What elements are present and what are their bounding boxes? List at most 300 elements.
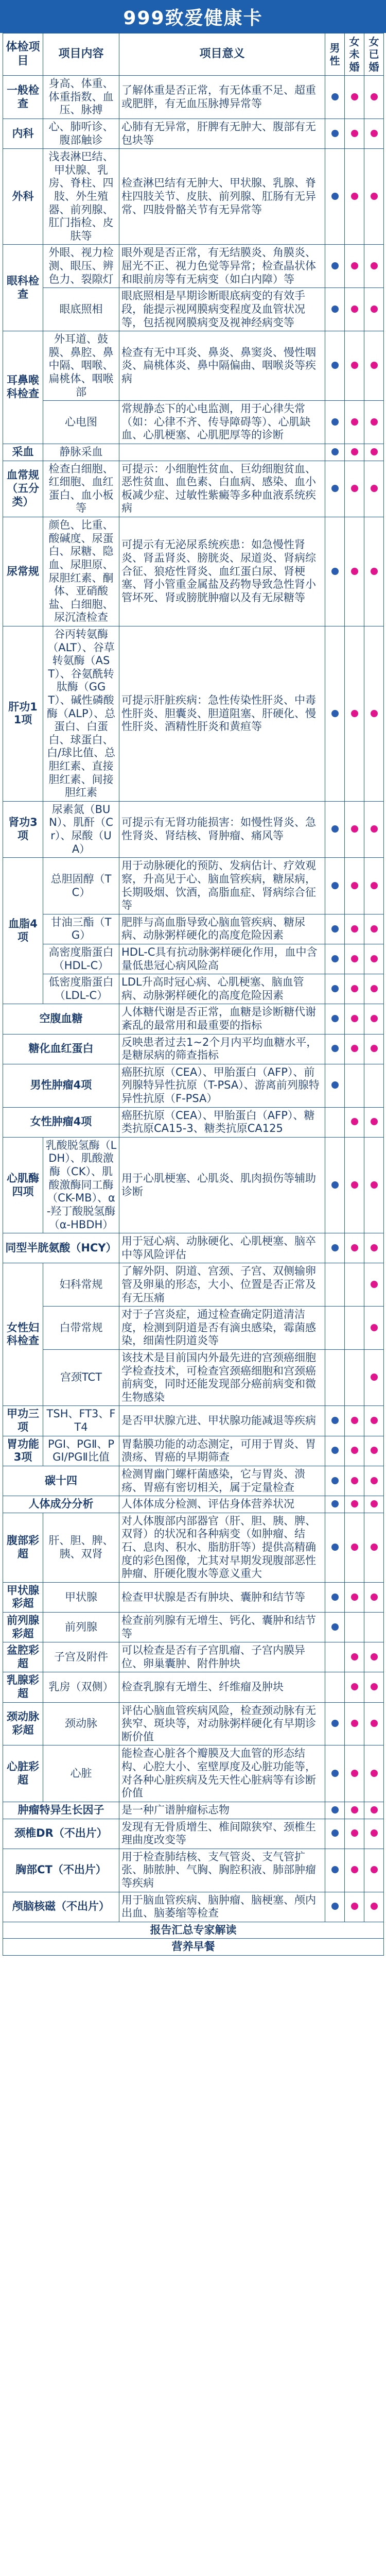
- female-married-cell: [364, 1642, 384, 1672]
- row-meaning: 眼底照相是早期诊断眼底病变的有效手段，能提示视网膜病变程度及血管状况等，包括视网膜病变及视神经病变等: [119, 288, 325, 331]
- row-meaning: 检查有无中耳炎、鼻炎、鼻窦炎、慢性咽炎、扁桃体炎、鼻中隔偏曲、咽喉炎等疾病: [119, 331, 325, 401]
- table-row: [3, 119, 384, 149]
- male-dot: [331, 1417, 339, 1424]
- female-married-dot: [371, 1281, 378, 1288]
- row-meaning: 可提示肝脏疾病：急性传染性肝炎、中毒性肝炎、胆囊炎、胆道阻塞、肝硬化、慢性肝炎、酒精性肝炎和黄疸等: [119, 626, 325, 801]
- row-meaning: 用于心肌梗塞、心肌炎、肌肉损伤等辅助诊断: [119, 1137, 325, 1233]
- female-unmarried-cell: [345, 288, 364, 331]
- female-married-cell: [364, 1466, 384, 1496]
- male-cell: [325, 1642, 345, 1672]
- male-cell: [325, 517, 345, 626]
- male-cell: [325, 1350, 345, 1406]
- female-unmarried-dot: [351, 418, 358, 426]
- header-male: 男性: [325, 33, 345, 76]
- row-category: 颈动脉彩超: [3, 1702, 43, 1745]
- male-cell: [325, 149, 345, 245]
- female-married-cell: [364, 1513, 384, 1582]
- male-cell: [325, 1034, 345, 1064]
- male-cell: [325, 444, 345, 461]
- row-meaning: 了解外阴、阴道、宫颈、子宫、双侧输卵管及卵巢的形态，大小、位置是否正常及有无压痛: [119, 1263, 325, 1307]
- row-category: 心肌酶四项: [3, 1137, 43, 1233]
- table-row: [3, 1513, 384, 1582]
- row-meaning: 可提示有无肾功能损害：如慢性肾炎、急性肾炎、肾结核、肾肿瘤、痛风等: [119, 801, 325, 857]
- female-married-cell: [364, 1849, 384, 1892]
- table-row: [3, 1892, 384, 1922]
- female-married-cell: [364, 1034, 384, 1064]
- female-married-cell: [364, 245, 384, 288]
- table-row: [3, 461, 384, 517]
- female-unmarried-cell: [345, 914, 364, 944]
- male-cell: [325, 1745, 345, 1802]
- table-row: [3, 1233, 384, 1263]
- table-row: [3, 1466, 384, 1496]
- male-dot: [331, 1015, 339, 1022]
- row-item: PGⅠ、PGⅡ、PGⅠ/PGⅡ比值: [43, 1436, 119, 1466]
- male-cell: [325, 245, 345, 288]
- female-unmarried-cell: [345, 1702, 364, 1745]
- row-meaning: 用于动脉硬化的预防、发病估计、疗效观察，升高见于心、脑血管疾病，糖尿病，长期吸烟、饮酒，高脂血症、肾病综合征等: [119, 858, 325, 914]
- row-category: 采血: [3, 444, 43, 461]
- female-unmarried-cell: [345, 1137, 364, 1233]
- row-category: 心脏彩超: [3, 1745, 43, 1802]
- table-row: [3, 1802, 384, 1819]
- female-unmarried-cell: [345, 149, 364, 245]
- female-married-dot: [371, 93, 378, 100]
- female-unmarried-cell: [345, 1513, 364, 1582]
- row-meaning: 对于子宫炎症，通过检查确定阴道清洁度，检测到阴道是否有滴虫感染，霉菌感染，细菌性阴道炎等: [119, 1307, 325, 1350]
- female-married-cell: [364, 461, 384, 517]
- female-married-dot: [371, 1683, 378, 1690]
- female-unmarried-dot: [351, 262, 358, 269]
- male-cell: [325, 1004, 345, 1034]
- female-unmarried-cell: [345, 1802, 364, 1819]
- male-dot: [331, 193, 339, 200]
- male-dot: [331, 485, 339, 492]
- female-married-dot: [371, 710, 378, 717]
- row-item: TSH、FT3、FT4: [43, 1406, 119, 1436]
- female-unmarried-cell: [345, 1263, 364, 1307]
- row-category: 尿常规: [3, 517, 43, 626]
- row-meaning: 检测胃幽门螺杆菌感染，它与胃炎、溃疡、胃癌有密切相关，属于定量检查: [119, 1466, 325, 1496]
- row-item: 前列腺: [43, 1612, 119, 1642]
- row-meaning: 心肺有无异常，肝脾有无肿大、腹部有无包块等: [119, 119, 325, 149]
- male-dot: [331, 568, 339, 575]
- row-item: 白带常规: [43, 1307, 119, 1350]
- male-dot: [331, 1623, 339, 1631]
- row-item: 高密度脂蛋白（HDL-C）: [43, 944, 119, 974]
- table-row: [3, 1406, 384, 1436]
- header-category: 体检项目: [3, 33, 43, 76]
- male-cell: [325, 119, 345, 149]
- header-meaning: 项目意义: [119, 33, 325, 76]
- row-item: 外耳道、鼓膜、鼻腔、鼻中隔、咽喉、扁桃体、咽喉部: [43, 331, 119, 401]
- female-married-dot: [371, 1770, 378, 1777]
- female-married-cell: [364, 1672, 384, 1702]
- header-female-unmarried: 女未婚: [345, 33, 364, 76]
- female-married-dot: [371, 1653, 378, 1660]
- male-cell: [325, 1107, 345, 1137]
- table-row: [3, 331, 384, 401]
- female-married-dot: [371, 193, 378, 200]
- male-dot: [331, 925, 339, 933]
- female-married-dot: [371, 1244, 378, 1251]
- female-unmarried-cell: [345, 245, 364, 288]
- male-dot: [331, 710, 339, 717]
- row-meaning: 反映患者过去1~2个月内平均血糖水平，是糖尿病的筛查指标: [119, 1034, 325, 1064]
- female-married-dot: [371, 1324, 378, 1331]
- row-meaning: 常规静态下的心电监测，用于心律失常（如：心律不齐、传导障碍等）、心肌缺血、心肌梗塞、心肌肥厚等的诊断: [119, 401, 325, 444]
- female-married-dot: [371, 825, 378, 833]
- row-category: 糖化血红蛋白: [3, 1034, 119, 1064]
- female-unmarried-cell: [345, 1034, 364, 1064]
- footer-row: [3, 1922, 384, 1939]
- breakfast-label: 营养早餐: [3, 1939, 384, 1956]
- row-category: 眼科检查: [3, 245, 43, 331]
- female-unmarried-dot: [351, 93, 358, 100]
- female-unmarried-cell: [345, 1849, 364, 1892]
- table-row: [3, 1819, 384, 1849]
- female-married-cell: [364, 944, 384, 974]
- table-row: [3, 245, 384, 288]
- male-dot: [331, 1720, 339, 1727]
- female-unmarried-cell: [345, 1307, 364, 1350]
- female-married-cell: [364, 974, 384, 1004]
- male-cell: [325, 401, 345, 444]
- male-cell: [325, 1406, 345, 1436]
- table-row: [3, 1107, 384, 1137]
- female-unmarried-dot: [351, 362, 358, 369]
- female-unmarried-dot: [351, 1829, 358, 1837]
- female-married-cell: [364, 1612, 384, 1642]
- female-unmarried-dot: [351, 1806, 358, 1814]
- female-unmarried-cell: [345, 974, 364, 1004]
- female-unmarried-cell: [345, 944, 364, 974]
- male-cell: [325, 1496, 345, 1513]
- row-meaning: 检查甲状腺是否有肿块、囊肿和结节等: [119, 1582, 325, 1612]
- row-category: 肾功3项: [3, 801, 43, 857]
- male-cell: [325, 1802, 345, 1819]
- female-married-dot: [371, 1118, 378, 1125]
- female-married-cell: [364, 1307, 384, 1350]
- table-row: [3, 1702, 384, 1745]
- male-dot: [331, 1829, 339, 1837]
- female-unmarried-dot: [351, 1244, 358, 1251]
- female-married-dot: [371, 568, 378, 575]
- table-row: [3, 944, 384, 974]
- row-category: 同型半胱氨酸（HCY）: [3, 1233, 119, 1263]
- row-meaning: 用于检查肺结核、支气管炎、支气管扩张、肺脓肿、气胸、胸腔积液、肺部肿瘤等疾病: [119, 1849, 325, 1892]
- row-meaning: 对人体腹部内部器官（肝、胆、胰、脾、双肾）的状况和各种病变（如肿瘤、结石、息肉、积水、脂肪肝等）提供高精确度的彩色图像，尤其对早期发现腹部恶性肿瘤、肝硬化腹水等意义重大: [119, 1513, 325, 1582]
- row-meaning: HDL-C具有抗动脉粥样硬化作用，血中含量低患冠心病风险高: [119, 944, 325, 974]
- row-meaning: 癌胚抗原（CEA）、甲胎蛋白（AFP）、前列腺特异性抗原（T-PSA）、游离前列腺特异性抗原（F-PSA）: [119, 1064, 325, 1107]
- male-cell: [325, 288, 345, 331]
- female-married-cell: [364, 401, 384, 444]
- female-married-dot: [371, 1866, 378, 1873]
- row-meaning: 可提示有无泌尿系统疾患：如急慢性肾炎、肾盂肾炎、膀胱炎、尿道炎、肾病综合征、狼疮性肾炎、血红蛋白尿、肾梗塞、肾小管重金属盐及药物导致急性肾小管坏死、肾或膀胱肿瘤以及有无尿糖等: [119, 517, 325, 626]
- female-married-dot: [371, 448, 378, 455]
- female-unmarried-cell: [345, 1466, 364, 1496]
- row-category: 女性妇科检查: [3, 1263, 43, 1406]
- female-married-dot: [371, 925, 378, 933]
- table-row: [3, 288, 384, 331]
- male-dot: [331, 262, 339, 269]
- row-meaning: 是否甲状腺亢进、甲状腺功能减退等疾病: [119, 1406, 325, 1436]
- male-cell: [325, 331, 345, 401]
- row-category: 甲状腺彩超: [3, 1582, 43, 1612]
- table-row: [3, 517, 384, 626]
- table-row: [3, 1582, 384, 1612]
- female-married-cell: [364, 1263, 384, 1307]
- male-cell: [325, 1612, 345, 1642]
- female-unmarried-dot: [351, 882, 358, 889]
- female-unmarried-dot: [351, 1720, 358, 1727]
- row-meaning: 是一种广谱肿瘤标志物: [119, 1802, 325, 1819]
- table-row: [3, 914, 384, 944]
- female-unmarried-dot: [351, 985, 358, 992]
- row-item: 尿素氮（BUN）、肌酐（Cr）、尿酸（UA）: [43, 801, 119, 857]
- table-row: [3, 1307, 384, 1350]
- male-cell: [325, 801, 345, 857]
- female-unmarried-dot: [351, 448, 358, 455]
- row-item: 低密度脂蛋白（LDL-C）: [43, 974, 119, 1004]
- row-category: 内科: [3, 119, 43, 149]
- female-married-cell: [364, 1582, 384, 1612]
- male-dot: [331, 1866, 339, 1873]
- row-meaning: 可提示：小细胞性贫血、巨幼细胞贫血、恶性贫血、血色素、白血病、感染、血小板减少症、过敏性紫癜等多种血液系统疾病: [119, 461, 325, 517]
- female-unmarried-cell: [345, 1672, 364, 1702]
- row-meaning: 检查前列腺有无增生、钙化、囊肿和结节等: [119, 1612, 325, 1642]
- row-meaning: LDL升高时冠心病、心肌梗塞、脑血管病、动脉粥样硬化的高度危险因素: [119, 974, 325, 1004]
- female-unmarried-cell: [345, 801, 364, 857]
- table-row: [3, 76, 384, 119]
- table-row: [3, 1496, 384, 1513]
- female-married-cell: [364, 76, 384, 119]
- row-category: 甲功三项: [3, 1406, 43, 1436]
- row-meaning: 评估心脑血管疾病风险，检查颈动脉有无狭窄、斑块等，对动脉粥样硬化有早期诊断价值: [119, 1702, 325, 1745]
- female-unmarried-cell: [345, 1406, 364, 1436]
- male-dot: [331, 985, 339, 992]
- female-married-dot: [371, 1720, 378, 1727]
- table-row: [3, 149, 384, 245]
- table-row: [3, 1004, 384, 1034]
- female-unmarried-cell: [345, 331, 364, 401]
- row-meaning: 肥胖与高血脂导致心脑血管疾病、糖尿病、动脉粥样硬化的高度危险因素: [119, 914, 325, 944]
- row-item: 谷丙转氨酶（ALT）、谷草转氨酶（AST）、谷氨酰转肽酶（GGT）、碱性磷酸酶（ALP）、总蛋白、白蛋白、球蛋白、白/球比值、总胆红素、直接胆红素、间接胆红素: [43, 626, 119, 801]
- male-dot: [331, 1544, 339, 1551]
- female-married-dot: [371, 1594, 378, 1601]
- female-married-cell: [364, 517, 384, 626]
- table-row: [3, 1849, 384, 1892]
- female-married-cell: [364, 444, 384, 461]
- male-dot: [331, 1477, 339, 1484]
- row-item: 总胆固醇（TC）: [43, 858, 119, 914]
- female-married-dot: [371, 418, 378, 426]
- row-meaning: 可以检查是否有子宫肌瘤、子宫内膜异位、卵巢囊肿、附件肿块: [119, 1642, 325, 1672]
- row-category: 颈椎DR（不出片）: [3, 1819, 119, 1849]
- row-meaning: 用于冠心病、动脉硬化、心肌梗塞、脑卒中等风险评估: [119, 1233, 325, 1263]
- male-dot: [331, 1181, 339, 1189]
- female-unmarried-dot: [351, 1500, 358, 1507]
- female-married-dot: [371, 1829, 378, 1837]
- row-category: 碳十四: [3, 1466, 119, 1496]
- table-row: [3, 974, 384, 1004]
- row-category: 男性肿瘤4项: [3, 1064, 119, 1107]
- row-category: 血脂4项: [3, 858, 43, 1004]
- female-married-dot: [371, 1447, 378, 1454]
- female-married-cell: [364, 1892, 384, 1922]
- male-cell: [325, 974, 345, 1004]
- row-meaning: 胃黏膜功能的动态测定，可用于胃炎、胃溃疡、胃癌的早期筛查: [119, 1436, 325, 1466]
- female-unmarried-dot: [351, 1770, 358, 1777]
- male-dot: [331, 306, 339, 313]
- row-meaning: 该技术是目前国内外最先进的宫颈癌细胞学检查技术，可检查宫颈癌细胞和宫颈癌前病变，同时还能发现部分癌前病变和微生物感染: [119, 1350, 325, 1406]
- row-meaning: 用于脑血管疾病、脑肿瘤、脑梗塞、颅内出血、脑萎缩等检查: [119, 1892, 325, 1922]
- female-unmarried-dot: [351, 1477, 358, 1484]
- table-row: [3, 801, 384, 857]
- female-married-dot: [371, 1417, 378, 1424]
- row-item: 心电图: [43, 401, 119, 444]
- table-row: [3, 858, 384, 914]
- male-cell: [325, 914, 345, 944]
- row-item: 宫颈TCT: [43, 1350, 119, 1406]
- male-cell: [325, 76, 345, 119]
- female-unmarried-cell: [345, 119, 364, 149]
- row-meaning: 检查淋巴结有无肿大、甲状腺、乳腺、脊柱四肢关节、皮肤、前列腺、肛肠有无异常、四肢骨骼关节有无异常等: [119, 149, 325, 245]
- female-unmarried-cell: [345, 401, 364, 444]
- male-dot: [331, 955, 339, 962]
- female-unmarried-dot: [351, 925, 358, 933]
- female-unmarried-dot: [351, 955, 358, 962]
- female-unmarried-cell: [345, 1892, 364, 1922]
- female-unmarried-dot: [351, 568, 358, 575]
- female-unmarried-dot: [351, 306, 358, 313]
- male-cell: [325, 1137, 345, 1233]
- female-married-dot: [371, 130, 378, 137]
- female-married-cell: [364, 1107, 384, 1137]
- row-category: 一般检查: [3, 76, 43, 119]
- female-unmarried-dot: [351, 1118, 358, 1125]
- row-category: 胃功能3项: [3, 1436, 43, 1466]
- table-row: [3, 1436, 384, 1466]
- female-unmarried-dot: [351, 710, 358, 717]
- female-unmarried-dot: [351, 1015, 358, 1022]
- table-row: [3, 1064, 384, 1107]
- female-unmarried-dot: [351, 130, 358, 137]
- female-unmarried-cell: [345, 1745, 364, 1802]
- row-item: 颈动脉: [43, 1702, 119, 1745]
- male-dot: [331, 1770, 339, 1777]
- table-row: [3, 1034, 384, 1064]
- row-item: 心脏: [43, 1745, 119, 1802]
- row-category: 外科: [3, 149, 43, 245]
- row-item: 身高、体重、体重指数、血压、脉搏: [43, 76, 119, 119]
- female-unmarried-cell: [345, 1612, 364, 1642]
- row-category: 血常规（五分类）: [3, 461, 43, 517]
- female-married-cell: [364, 914, 384, 944]
- male-dot: [331, 362, 339, 369]
- male-cell: [325, 1436, 345, 1466]
- female-married-cell: [364, 1745, 384, 1802]
- male-dot: [331, 1045, 339, 1052]
- male-cell: [325, 1263, 345, 1307]
- female-married-dot: [371, 882, 378, 889]
- row-item: 颜色、比重、酸碱度、尿蛋白、尿糖、隐血、尿胆原、尿胆红素、酮体、亚硝酸盐、白细胞、尿沉渣检查: [43, 517, 119, 626]
- row-meaning: 发现有无骨质增生、椎间隙狭窄、颈椎生理曲度改变等: [119, 1819, 325, 1849]
- female-unmarried-cell: [345, 444, 364, 461]
- female-unmarried-dot: [351, 825, 358, 833]
- row-item: 肝、胆、脾、胰、双肾: [43, 1513, 119, 1582]
- female-unmarried-dot: [351, 1866, 358, 1873]
- female-married-dot: [371, 362, 378, 369]
- row-category: 腹部彩超: [3, 1513, 43, 1582]
- row-category: 女性肿瘤4项: [3, 1107, 119, 1137]
- header-item: 项目内容: [43, 33, 119, 76]
- female-married-cell: [364, 1137, 384, 1233]
- row-item: 乳酸脱氢酶（LDH）、肌酸激酶（CK）、肌酸激酶同工酶（CK-MB）、α-羟丁酸脱氢酶（α-HBDH）: [43, 1137, 119, 1233]
- male-dot: [331, 93, 339, 100]
- row-category: 颅脑核磁（不出片）: [3, 1892, 119, 1922]
- male-cell: [325, 1702, 345, 1745]
- row-meaning: 能检查心脏各个瓣膜及大血管的形态结构、心腔大小、室壁厚度及心脏功能等，对各种心脏疾病及先天性心脏病等有诊断价值: [119, 1745, 325, 1802]
- male-dot: [331, 825, 339, 833]
- row-meaning: 人体糖代谢是否正常，血糖是诊断糖代谢紊乱的最常用和最重要的指标: [119, 1004, 325, 1034]
- female-unmarried-cell: [345, 1233, 364, 1263]
- male-dot: [331, 1903, 339, 1910]
- table-row: [3, 1745, 384, 1802]
- male-cell: [325, 1849, 345, 1892]
- male-dot: [331, 1594, 339, 1601]
- female-unmarried-cell: [345, 1064, 364, 1107]
- female-unmarried-cell: [345, 1004, 364, 1034]
- male-cell: [325, 1466, 345, 1496]
- table-row: [3, 1642, 384, 1672]
- female-married-dot: [371, 955, 378, 962]
- row-category: 空腹血糖: [3, 1004, 119, 1034]
- row-category: 肝功11项: [3, 626, 43, 801]
- male-dot: [331, 1447, 339, 1454]
- row-category: 肿瘤特异生长因子: [3, 1802, 119, 1819]
- female-married-dot: [371, 985, 378, 992]
- row-category: 胸部CT（不出片）: [3, 1849, 119, 1892]
- row-category: 人体成分分析: [3, 1496, 119, 1513]
- row-meaning: 眼外观是否正常，有无结膜炎、角膜炎、屈光不正、视力色觉等异常；检查晶状体和眼前房等有无病变（如白内障）等: [119, 245, 325, 288]
- row-item: 外眼、视力检测、眼压、辨色力、裂隙灯: [43, 245, 119, 288]
- table-row: [3, 1672, 384, 1702]
- female-married-cell: [364, 1350, 384, 1406]
- header-female-married: 女已婚: [364, 33, 384, 76]
- male-cell: [325, 626, 345, 801]
- row-item: 检查白细胞、红细胞、血红蛋白、血小板等: [43, 461, 119, 517]
- female-married-cell: [364, 1702, 384, 1745]
- female-unmarried-dot: [351, 1417, 358, 1424]
- female-married-cell: [364, 149, 384, 245]
- female-married-cell: [364, 1496, 384, 1513]
- row-category: 盆腔彩超: [3, 1642, 43, 1672]
- female-married-cell: [364, 1064, 384, 1107]
- female-married-cell: [364, 288, 384, 331]
- male-dot: [331, 1806, 339, 1814]
- female-married-cell: [364, 858, 384, 914]
- page-title: 999致爱健康卡: [0, 0, 386, 33]
- male-cell: [325, 1582, 345, 1612]
- row-item: 甘油三酯（TG）: [43, 914, 119, 944]
- female-unmarried-cell: [345, 626, 364, 801]
- female-unmarried-cell: [345, 1582, 364, 1612]
- male-dot: [331, 418, 339, 426]
- table-row: [3, 1350, 384, 1406]
- male-dot: [331, 1081, 339, 1089]
- female-married-dot: [371, 1500, 378, 1507]
